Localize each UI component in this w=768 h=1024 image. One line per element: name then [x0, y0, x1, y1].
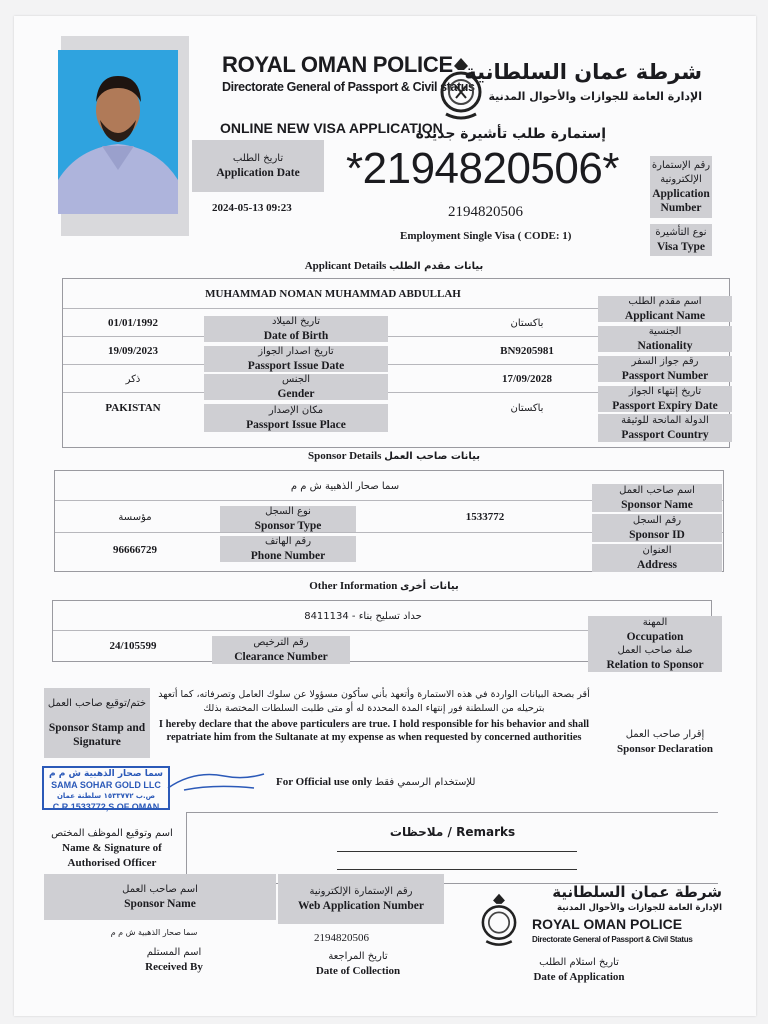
issue-date-value: 19/09/2023 — [107, 345, 159, 357]
footer-sponsor-value: سما صحار الذهبية ش م م — [110, 928, 198, 937]
footer-rop-emblem-icon — [476, 892, 522, 948]
applicant-name-label: اسم مقدم الطلب Applicant Name — [598, 296, 732, 322]
expiry-date-value: 17/09/2028 — [501, 373, 553, 385]
occupation-label: المهنة Occupation — [588, 616, 722, 644]
sponsor-declaration-label: إقرار صاحب العمل Sponsor Declaration — [616, 729, 714, 755]
web-application-number-label: رقم الإستمارة الإلكترونية Web Application Number — [278, 874, 444, 924]
sponsor-id-label: رقم السجل Sponsor ID — [592, 514, 722, 542]
other-section-title: Other Information بيانات أخرى — [309, 580, 459, 592]
dob-label: تاريخ الميلاد Date of Birth — [204, 316, 388, 342]
applicant-section-title: Applicant Details بيانات مقدم الطلب — [304, 260, 484, 272]
date-of-collection-label: تاريخ المراجعة Date of Collection — [315, 951, 401, 977]
authorised-officer-label: اسم وتوقيع الموظف المختص Name & Signature of Authorised Officer — [51, 828, 173, 869]
received-by-label: اسم المستلم Received By — [145, 947, 203, 973]
declaration-text-ar: أقر بصحة البيانات الواردة في هذه الاستمارة وأتعهد بأني سأكون مسؤولا عن سلوك العامل وتصرفاته، كما أتعهد بترحيله من السلطنة فور إنتهاء المدة المحددة له أو متى طلبت السلطات المختصة بذلك — [158, 689, 590, 714]
web-application-number-value: 2194820506 — [314, 932, 369, 944]
gender-value: ذكر — [125, 373, 141, 385]
address-label: العنوان Address — [592, 544, 722, 572]
visa-type-label: نوع التأشيرة Visa Type — [650, 224, 712, 256]
application-date-label: تاريخ الطلب Application Date — [192, 140, 324, 192]
relation-label: صلة صاحب العمل Relation to Sponsor — [588, 644, 722, 672]
rop-title-ar: شرطة عمان السلطانية — [464, 60, 702, 84]
footer-sponsor-label: اسم صاحب العمل Sponsor Name — [44, 874, 276, 920]
sponsor-type-value: مؤسسة — [118, 511, 152, 523]
issue-date-label: تاريخ اصدار الجواز Passport Issue Date — [204, 346, 388, 372]
rop-title-en: ROYAL OMAN POLICE — [222, 52, 453, 77]
remarks-line — [337, 869, 577, 870]
nationality-label: الجنسية Nationality — [598, 326, 732, 352]
issue-place-label: مكان الإصدار Passport Issue Place — [204, 404, 388, 432]
sponsor-section-title: Sponsor Details بيانات صاحب العمل — [308, 450, 480, 462]
phone-label: رقم الهاتف Phone Number — [220, 536, 356, 562]
form-title-ar: إستمارة طلب تأشيرة جديدة — [415, 126, 606, 142]
occupation-value: حداد تسليح بناء - 8411134 — [304, 610, 422, 622]
application-number-barcode: *2194820506* — [346, 144, 619, 193]
sponsor-type-label: نوع السجل Sponsor Type — [220, 506, 356, 532]
passport-country-value: باكستان — [510, 402, 544, 414]
form-title-en: ONLINE NEW VISA APPLICATION — [220, 120, 443, 136]
dob-value: 01/01/1992 — [107, 317, 159, 329]
applicant-photo — [58, 50, 178, 214]
nationality-value: باكستان — [510, 317, 544, 329]
applicant-name-value: MUHAMMAD NOMAN MUHAMMAD ABDULLAH — [205, 288, 461, 300]
remarks-label: ملاحظات / Remarks — [389, 825, 516, 839]
sponsor-stamp-label: ختم/توقيع صاحب العمل Sponsor Stamp and Signature — [44, 688, 150, 758]
sponsor-name-value: سما صحار الذهبية ش م م — [290, 480, 400, 492]
application-number-value: 2194820506 — [448, 204, 523, 220]
phone-value: 96666729 — [113, 544, 157, 556]
applicant-photo-image — [58, 50, 178, 214]
sponsor-name-label: اسم صاحب العمل Sponsor Name — [592, 484, 722, 512]
company-stamp: سما صحار الذهبية ش م م SAMA SOHAR GOLD LLC ص.ب ١٥٣٣٧٧٢ سلطنة عمان C.R.1533772,S.OF OMAN — [42, 766, 170, 810]
passport-number-label: رقم جواز السفر Passport Number — [598, 356, 732, 382]
passport-number-value: BN9205981 — [500, 345, 554, 357]
declaration-text-en: I hereby declare that the above particulers are true. I hold responsible for his behavior and shall repatriate him from the Sultanate at my expense as when requested by concerned authorities — [158, 719, 590, 743]
rop-subtitle-en: Directorate General of Passport & Civil status — [222, 80, 475, 94]
rop-subtitle-ar: الإدارة العامة للجوازات والأحوال المدنية — [488, 90, 702, 103]
footer-rop-block: شرطة عمان السلطانية الإدارة العامة للجوازات والأحوال المدنية ROYAL OMAN POLICE Directorate General of Passport & Civil Status — [532, 883, 722, 944]
clearance-label: رقم الترخيص Clearance Number — [212, 636, 350, 664]
clearance-value: 24/105599 — [109, 640, 157, 652]
issue-place-value: PAKISTAN — [105, 402, 161, 414]
official-use-label: For Official use only للإستخدام الرسمي فقط — [276, 776, 476, 788]
visa-application-page — [14, 16, 756, 1016]
sponsor-id-value: 1533772 — [465, 511, 505, 523]
application-number-label: رقم الإستمارة الإلكترونية Application Number — [650, 156, 712, 218]
expiry-date-label: تاريخ إنتهاء الجواز Passport Expiry Date — [598, 386, 732, 412]
remarks-line — [337, 851, 577, 852]
application-date-value: 2024-05-13 09:23 — [212, 202, 292, 214]
date-of-application-label: تاريخ استلام الطلب Date of Application — [533, 957, 625, 983]
visa-type-value: Employment Single Visa ( CODE: 1) — [400, 230, 572, 242]
passport-country-label: الدولة المانحة للوثيقة Passport Country — [598, 414, 732, 442]
signature-scribble-icon — [164, 766, 274, 796]
gender-label: الجنس Gender — [204, 374, 388, 400]
